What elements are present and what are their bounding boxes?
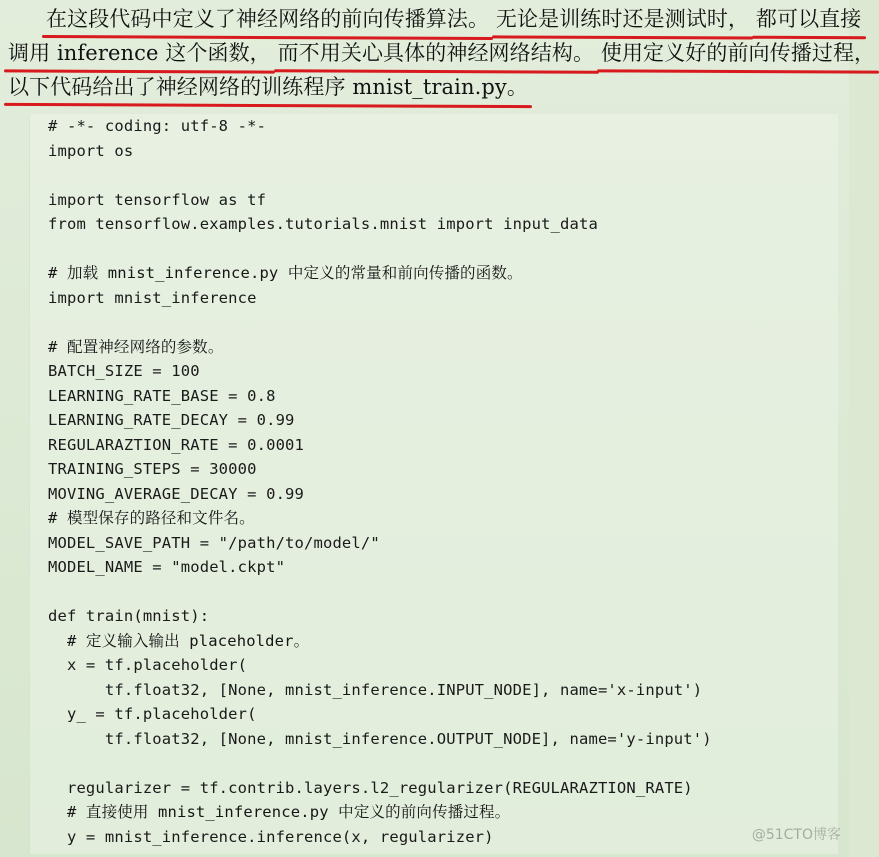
code-line: MOVING_AVERAGE_DECAY = 0.99 bbox=[48, 484, 305, 503]
code-line: LEARNING_RATE_DECAY = 0.99 bbox=[48, 411, 295, 429]
underlined-phrase-5: 而不用关心具体的神经网络结构。 bbox=[278, 36, 595, 70]
code-comment-line: # 加载 mnist_inference.py 中定义的常量和前向传播的函数。 bbox=[48, 264, 523, 282]
watermark: @51CTO博客 bbox=[751, 827, 841, 843]
code-line: # -*- coding: utf-8 -*- bbox=[48, 117, 267, 135]
code-line: from tensorflow.examples.tutorials.mnist import input_data bbox=[48, 215, 598, 233]
intro-line-1 bbox=[8, 2, 862, 36]
code-line: MODEL_NAME = "model.ckpt" bbox=[48, 558, 286, 576]
code-line: import tensorflow as tf bbox=[48, 190, 267, 209]
code-line: x = tf.placeholder( bbox=[48, 656, 248, 674]
code-line: import os bbox=[48, 141, 134, 160]
underlined-phrase-1: 在这段代码中定义了神经网络的前向传播算法。 bbox=[46, 2, 489, 36]
code-block bbox=[29, 114, 838, 854]
code-comment-line: # 配置神经网络的参数。 bbox=[48, 337, 224, 356]
intro-paragraph bbox=[8, 2, 876, 104]
code-line: def train(mnist): bbox=[48, 607, 210, 625]
code-line: BATCH_SIZE = 100 bbox=[48, 362, 200, 380]
code-line: tf.float32, [None, mnist_inference.INPUT_NODE], name='x-input') bbox=[48, 680, 703, 699]
code-comment-line: # 定义输入输出 placeholder。 bbox=[48, 631, 310, 650]
underlined-phrase-6: 使用定义好的前向传播过程， bbox=[601, 36, 875, 70]
code-line: y = mnist_inference.inference(x, regularizer) bbox=[48, 827, 494, 846]
underlined-phrase-7: 以下代码给出了神经网络的训练程序 mnist_train.py。 bbox=[8, 70, 528, 104]
underlined-phrase-3: 都可以直接 bbox=[756, 2, 862, 36]
code-line: tf.float32, [None, mnist_inference.OUTPUT_NODE], name='y-input') bbox=[48, 729, 712, 748]
code-comment-line: # 模型保存的路径和文件名。 bbox=[48, 509, 255, 527]
underlined-phrase-4: 调用 inference 这个函数， bbox=[8, 36, 271, 70]
underlined-phrase-2: 无论是训练时还是测试时， bbox=[496, 2, 749, 36]
code-line: import mnist_inference bbox=[48, 288, 257, 307]
code-line: MODEL_SAVE_PATH = "/path/to/model/" bbox=[48, 533, 380, 552]
code-line: y_ = tf.placeholder( bbox=[48, 705, 257, 723]
intro-line-2 bbox=[8, 36, 876, 70]
code-line: REGULARAZTION_RATE = 0.0001 bbox=[48, 435, 305, 454]
code-comment-line: # 直接使用 mnist_inference.py 中定义的前向传播过程。 bbox=[48, 803, 511, 821]
code-line: LEARNING_RATE_BASE = 0.8 bbox=[48, 386, 276, 405]
code-line: regularizer = tf.contrib.layers.l2_regularizer(REGULARAZTION_RATE) bbox=[48, 778, 693, 797]
code-line: TRAINING_STEPS = 30000 bbox=[48, 460, 257, 478]
intro-line-3 bbox=[8, 70, 842, 104]
